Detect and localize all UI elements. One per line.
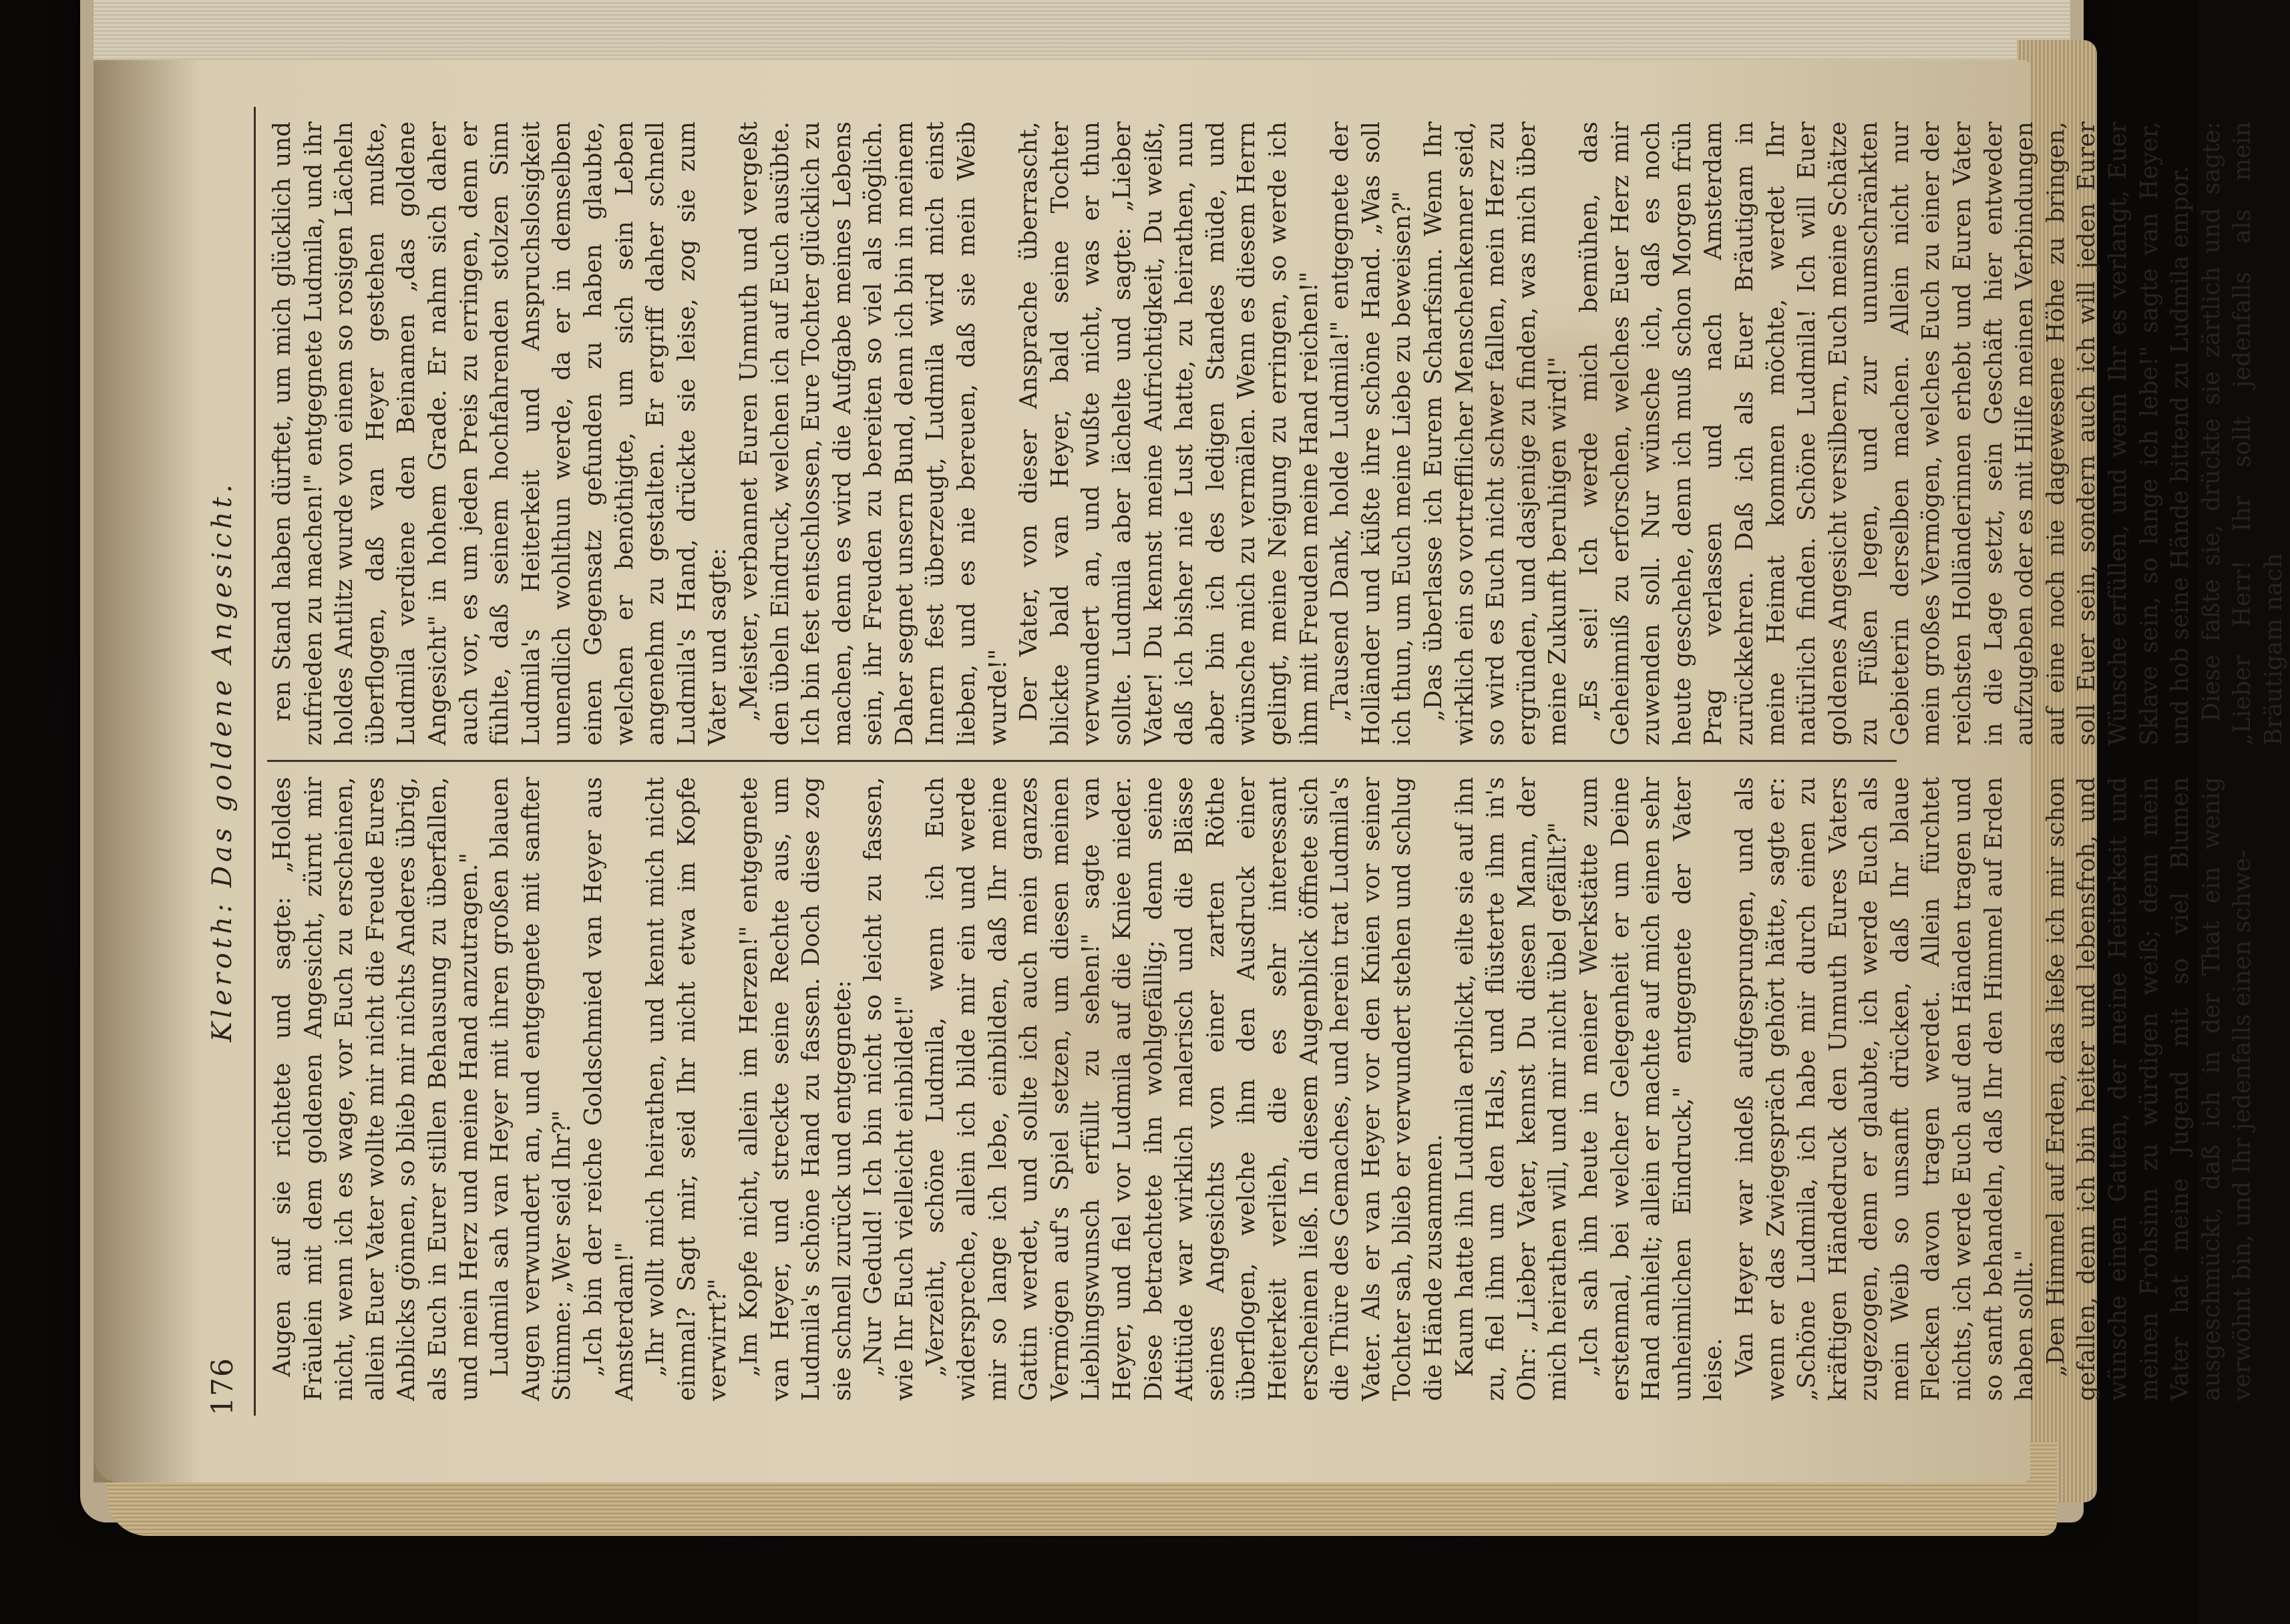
- paragraph: Van Heyer war indeß aufgesprungen, und als wenn er das Zwiegespräch gehört hätte, sagte er: „Schöne Ludmila, ich habe mir durch einen zu kräftigen Händedruck den Unmuth Eures Vaters zugezogen, denn er glaubte, ich werde Euch als mein Weib so unsanft drücken, daß Ihr blaue Flecken davon tragen werdet. Allein fürchtet nichts, ich werde Euch auf den Händen tragen und so sanft behandeln, daß Ihr den Himmel auf Erden haben sollt.": [1730, 777, 2039, 1401]
- page-header: [194, 107, 256, 1416]
- page-number: 176: [206, 1358, 240, 1416]
- paragraph: „Ich bin der reiche Goldschmied van Heyer aus Amsterdam!": [579, 777, 638, 1401]
- paragraph: Der Vater, von dieser Ansprache überrascht, blickte bald van Heyer, bald seine Tochter verwundert an, und wußte nicht, was er thun sollte. Ludmila aber lächelte und sagte: „Lieber Vater! Du kennst meine Aufrichtigkeit, Du weißt, daß ich bisher nie Lust hatte, zu heirathen, nun aber bin ich des ledigen Standes müde, und wünsche mich zu vermälen. Wenn es diesem Herrn gelingt, meine Neigung zu erringen, so werde ich ihm mit Freuden meine Hand reichen!": [1015, 122, 1323, 746]
- paragraph: „Meister, verbannet Euren Unmuth und vergeßt den übeln Eindruck, welchen ich auf Euch ausübte. Ich bin fest entschlossen, Eure Tochter glücklich zu machen, denn es wird die Aufgabe meines Lebens sein, ihr Freuden zu bereiten so viel als möglich. Daher segnet unsern Bund, denn ich bin in meinem Innern fest überzeugt, Ludmila wird mich einst lieben, und es nie bereuen, daß sie mein Weib wurde!": [735, 122, 1012, 746]
- paragraph: „Ich sah ihn heute in meiner Werkstätte zum erstenmal, bei welcher Gelegenheit er um Deine Hand anhielt; allein er machte auf mich einen sehr unheimlichen Eindruck," entgegnete der Vater leise.: [1575, 777, 1728, 1401]
- gutter-shadow: [93, 60, 200, 1482]
- paragraph: „Es sei! Ich werde mich bemühen, das Geheimniß zu erforschen, welches Euer Herz mir zuwenden soll. Nur wünsche ich, daß es noch heute geschehe, denn ich muß schon Morgen früh Prag verlassen und nach Amsterdam zurückkehren. Daß ich als Euer Bräutigam in meine Heimat kommen möchte, werdet Ihr natürlich finden. Schöne Ludmila! Ich will Euer goldenes Angesicht versilbern, Euch meine Schätze zu Füßen legen, und zur unumschränkten Gebieterin derselben machen. Allein nicht nur mein großes Vermögen, welches Euch zu einer der reichsten Holländerinnen erhebt und Euren Vater in die Lage setzt, sein Geschäft hier entweder aufzugeben oder es mit Hilfe meinen Verbindungen auf eine noch nie dagewesene Höhe zu bringen, soll Euer sein, sondern auch ich will jeden Eurer Wünsche erfüllen, und wenn Ihr es verlangt, Euer Sklave sein, so lange ich lebe!" sagte van Heyer, und hob seine Hände bittend zu Ludmila empor.: [1575, 122, 2194, 746]
- paragraph: ren Stand haben dürftet, um mich glücklich und zufrieden zu machen!" entgegnete Ludmila, und ihr holdes Antlitz wurde von einem so rosigen Lächeln überflogen, daß van Heyer gestehen mußte, Ludmila verdiene den Beinamen „das goldene Angesicht" in hohem Grade. Er nahm sich daher auch vor, es um jeden Preis zu erringen, denn er fühlte, daß seinem hochfahrenden stolzen Sinn Ludmila's Heiterkeit und Anspruchslosigkeit unendlich wohlthun werde, da er in demselben einen Gegensatz gefunden zu haben glaubte, welchen er benöthigte, um sich sein Leben angenehm zu gestalten. Er ergriff daher schnell Ludmila's Hand, drückte sie leise, zog sie zum Vater und sagte:: [268, 122, 732, 746]
- paragraph: „Nur Geduld! Ich bin nicht so leicht zu fassen, wie Ihr Euch vielleicht einbildet!": [860, 777, 918, 1401]
- paragraph: Diese faßte sie, drückte sie zärtlich und sagte: „Lieber Herr! Ihr sollt jedenfalls als mein Bräutigam nach: [2197, 122, 2287, 746]
- right-column: [267, 107, 2287, 761]
- paragraph: Ludmila sah van Heyer mit ihren großen blauen Augen verwundert an, und entgegnete mit sanfter Stimme: „Wer seid Ihr?": [486, 777, 576, 1401]
- paragraph: „Ihr wollt mich heirathen, und kennt mich nicht einmal? Sagt mir, seid Ihr nicht etwa im Kopfe verwirrt?": [642, 777, 732, 1401]
- paragraph: „Den Himmel auf Erden, das ließe ich mir schon gefallen, denn ich bin heiter und lebensfroh, und wünsche einen Gatten, der meine Heiterkeit und meinen Frohsinn zu würdigen weiß; denn mein Vater hat meine Jugend mit so viel Blumen ausgeschmückt, daß ich in der That ein wenig verwöhnt bin, und Ihr jedenfalls einen schwe-: [2042, 777, 2257, 1401]
- paragraph: „Das überlasse ich Eurem Scharfsinn. Wenn Ihr wirklich ein so vortrefflicher Menschenkenner seid, so wird es Euch nicht schwer fallen, mein Herz zu ergründen, und dasjenige zu finden, was mich über meine Zukunft beruhigen wird!": [1419, 122, 1572, 746]
- paragraph: „Verzeiht, schöne Ludmila, wenn ich Euch widerspreche, allein ich bilde mir ein und werde mir so lange ich lebe, einbilden, daß Ihr meine Gattin werdet, und sollte ich auch mein ganzes Vermögen auf's Spiel setzen, um diesen meinen Lieblingswunsch erfüllt zu sehen!" sagte van Heyer, und fiel vor Ludmila auf die Kniee nieder. Diese betrachtete ihn wohlgefällig; denn seine Attitüde war wirklich malerisch und die Blässe seines Angesichts von einer zarten Röthe überflogen, welche ihm den Ausdruck einer Heiterkeit verlieh, die es sehr interessant erscheinen ließ. In diesem Augenblick öffnete sich die Thüre des Gemaches, und herein trat Ludmila's Vater. Als er van Heyer vor den Knien vor seiner Tochter sah, blieb er verwundert stehen und schlug die Hände zusammen.: [922, 777, 1447, 1401]
- column-divider: [267, 761, 1897, 763]
- page-edges-top: [93, 0, 2070, 67]
- running-head: Kleroth: Das goldene Angesicht.: [207, 480, 238, 1042]
- left-column: [267, 763, 2257, 1416]
- printed-text-block: [194, 107, 2287, 1416]
- paragraph: Augen auf sie richtete und sagte: „Holdes Fräulein mit dem goldenen Angesicht, zürnt mir nicht, wenn ich es wage, vor Euch zu erscheinen, allein Euer Vater wollte mir nicht die Freude Eures Anblicks gönnen, so blieb mir nichts Anderes übrig, als Euch in Eurer stillen Behausung zu überfallen, und mein Herz und meine Hand anzutragen.": [268, 777, 483, 1401]
- paragraph: „Im Kopfe nicht, allein im Herzen!" entgegnete van Heyer, und streckte seine Rechte aus, um Ludmila's schöne Hand zu fassen. Doch diese zog sie schnell zurück und entgegnete:: [735, 777, 856, 1401]
- text-columns: [267, 107, 2287, 1416]
- paragraph: Kaum hatte ihn Ludmila erblickt, eilte sie auf ihn zu, fiel ihm um den Hals, und flüsterte ihm in's Ohr: „Lieber Vater, kennst Du diesen Mann, der mich heirathen will, und mir nicht übel gefällt?": [1451, 777, 1572, 1401]
- paragraph: „Tausend Dank, holde Ludmila!" entgegnete der Holländer und küßte ihre schöne Hand. „Was soll ich thun, um Euch meine Liebe zu beweisen?": [1326, 122, 1416, 746]
